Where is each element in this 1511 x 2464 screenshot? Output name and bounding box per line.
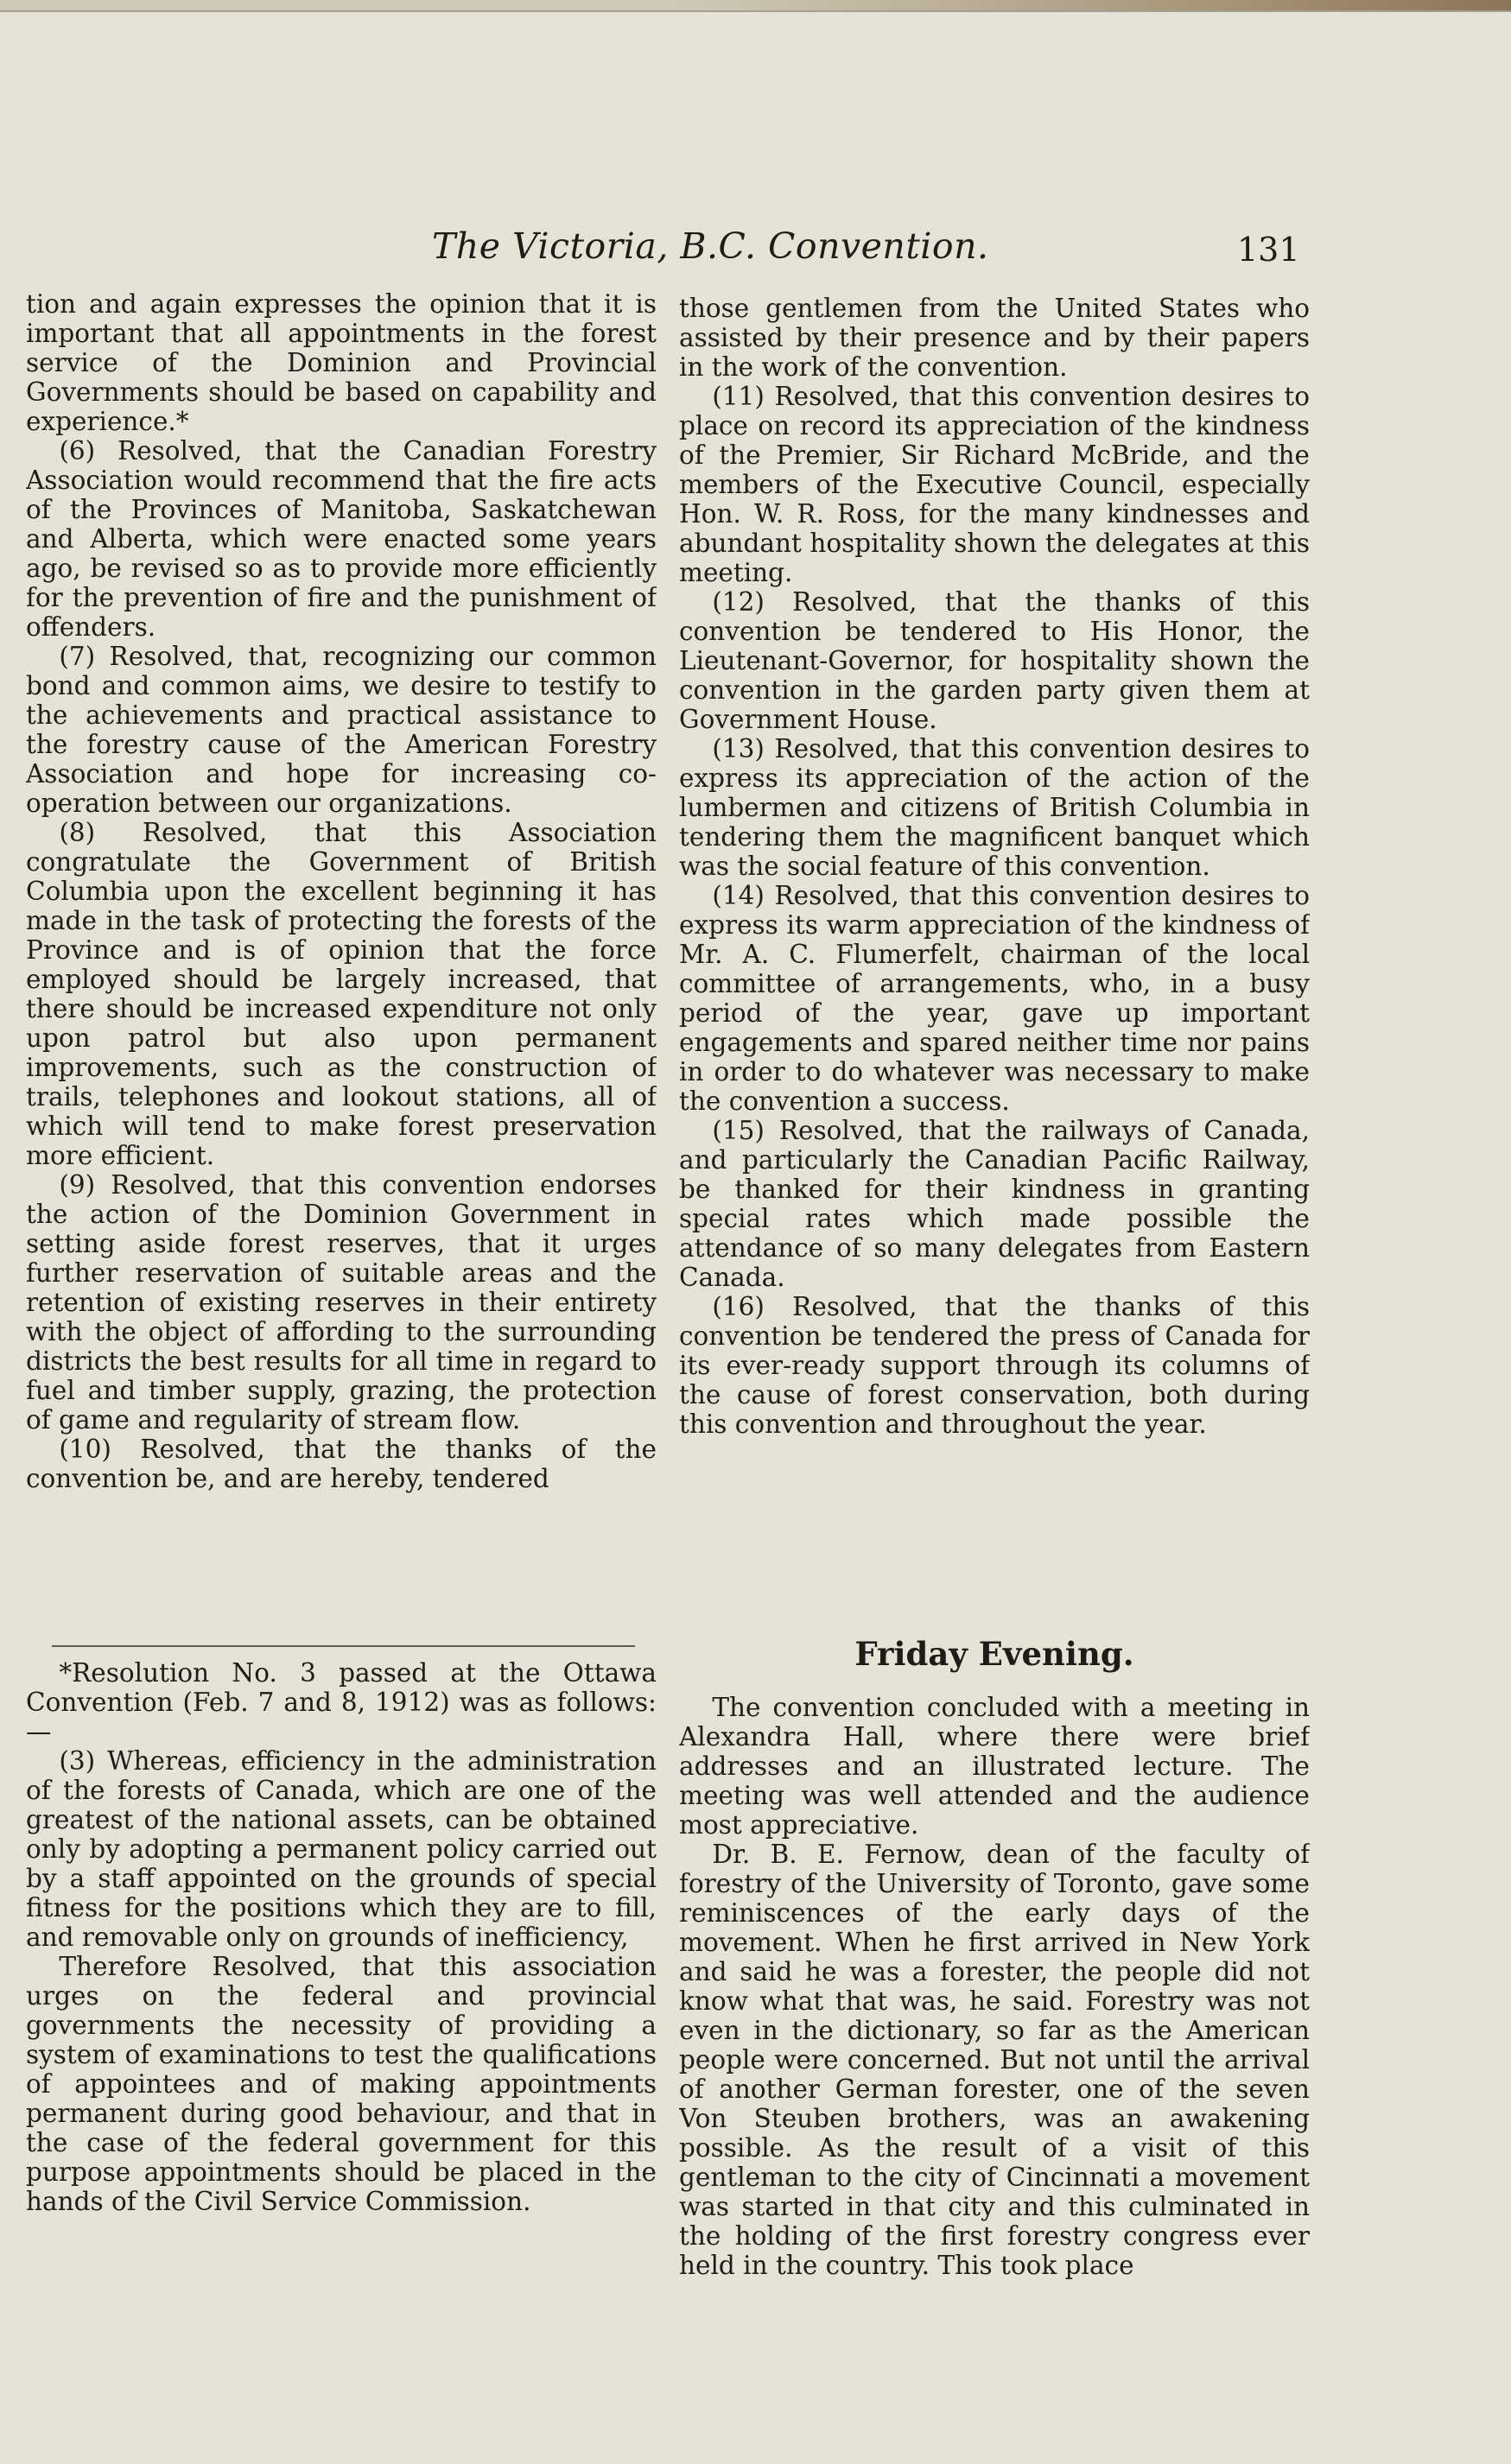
paragraph: (11) Resolved, that this convention desires to place on record its appreciation of the kindness of the Premier, Sir Richard McBride, and the members of the Executive Council, especially Hon. W. R. Ross, for the many kindnesses and abundant hospitality shown the delegates at this meeting. xyxy=(679,382,1310,587)
section-heading: Friday Evening. xyxy=(854,1635,1134,1673)
paragraph: (14) Resolved, that this convention desires to express its warm appreciation of the kindness of Mr. A. C. Flumerfelt, chairman of the local committee of arrangements, who, in a busy period of the year, gave up important engagements and spared neither time nor pains in order to do whatever was necessary to make the convention a success. xyxy=(679,881,1310,1116)
footnote-paragraph: *Resolution No. 3 passed at the Ottawa Convention (Feb. 7 and 8, 1912) was as follows:— xyxy=(26,1658,657,1746)
paragraph: (7) Resolved, that, recognizing our common bond and common aims, we desire to testify to the achievements and practical assistance to the forestry cause of the American Forestry Association and hope for increasing co-operation between our organizations. xyxy=(26,642,657,818)
page-header xyxy=(0,220,1511,272)
paragraph: (12) Resolved, that the thanks of this convention be tendered to His Honor, the Lieutenant-Governor, for hospitality shown the convention in the garden party given them at Government House. xyxy=(679,587,1310,734)
paragraph: (6) Resolved, that the Canadian Forestry Association would recommend that the fire acts of the Provinces of Manitoba, Saskatchewan and Alberta, which were enacted some years ago, be revised so as to provide more efficiently for the prevention of fire and the punishment of offenders. xyxy=(26,436,657,642)
paragraph: tion and again expresses the opinion that it is important that all appointments in the forest service of the Dominion and Provincial Governments should be based on capability and experience.* xyxy=(26,289,657,436)
right-column xyxy=(679,294,1310,1624)
paragraph: (16) Resolved, that the thanks of this convention be tendered the press of Canada for its ever-ready support through its columns of the cause of forest conservation, both during this convention and throughout the year. xyxy=(679,1292,1310,1439)
footnote xyxy=(26,1658,657,2315)
paragraph: Dr. B. E. Fernow, dean of the faculty of forestry of the University of Toronto, gave some reminiscences of the early days of the movement. When he first arrived in New York and said he was a forester, the people did not know what that was, he said. Forestry was not even in the dictionary, so far as the American people were concerned. But not until the arrival of another German forester, one of the seven Von Steuben brothers, was an awakening possible. As the result of a visit of this gentleman to the city of Cincinnati a movement was started in that city and this culminated in the holding of the first forestry congress ever held in the country. This took place xyxy=(679,1840,1310,2280)
footnote-paragraph: (3) Whereas, efficiency in the administration of the forests of Canada, which are one of the greatest of the national assets, can be obtained only by adopting a permanent policy carried out by a staff appointed on the grounds of special fitness for the positions which they are to fill, and removable only on grounds of inefficiency, xyxy=(26,1746,657,1952)
page-top-edge xyxy=(0,0,1511,10)
footnote-paragraph: Therefore Resolved, that this association urges on the federal and provincial governments the necessity of providing a system of examinations to test the qualifications of appointees and of making appointments permanent during good behaviour, and that in the case of the federal government for this purpose appointments should be placed in the hands of the Civil Service Commission. xyxy=(26,1952,657,2216)
friday-evening-section xyxy=(679,1693,1310,2349)
paragraph: The convention concluded with a meeting in Alexandra Hall, where there were brief addresses and an illustrated lecture. The meeting was well attended and the audience most appreciative. xyxy=(679,1693,1310,1840)
footnote-divider xyxy=(52,1645,635,1647)
paragraph: (15) Resolved, that the railways of Canada, and particularly the Canadian Pacific Railway, be thanked for their kindness in granting special rates which made possible the attendance of so many delegates from Eastern Canada. xyxy=(679,1116,1310,1292)
paragraph: (10) Resolved, that the thanks of the convention be, and are hereby, tendered xyxy=(26,1435,657,1493)
paragraph: those gentlemen from the United States who assisted by their presence and by their papers in the work of the convention. xyxy=(679,294,1310,382)
paragraph: (13) Resolved, that this convention desires to express its appreciation of the action of the lumbermen and citizens of British Columbia in tendering them the magnificent banquet which was the social feature of this convention. xyxy=(679,734,1310,881)
page-number: 131 xyxy=(1237,231,1300,269)
left-column xyxy=(26,289,657,1619)
running-title: The Victoria, B.C. Convention. xyxy=(432,225,989,267)
paragraph: (9) Resolved, that this convention endorses the action of the Dominion Government in setting aside forest reserves, that it urges further reservation of suitable areas and the retention of existing reserves in their entirety with the object of affording to the surrounding districts the best results for all time in regard to fuel and timber supply, grazing, the protection of game and regularity of stream flow. xyxy=(26,1170,657,1435)
paragraph: (8) Resolved, that this Association congratulate the Government of British Columbia upon the excellent beginning it has made in the task of protecting the forests of the Province and is of opinion that the force employed should be largely increased, that there should be increased expenditure not only upon patrol but also upon permanent improvements, such as the construction of trails, telephones and lookout stations, all of which will tend to make forest preservation more efficient. xyxy=(26,818,657,1170)
page-top-rule xyxy=(0,10,1511,12)
